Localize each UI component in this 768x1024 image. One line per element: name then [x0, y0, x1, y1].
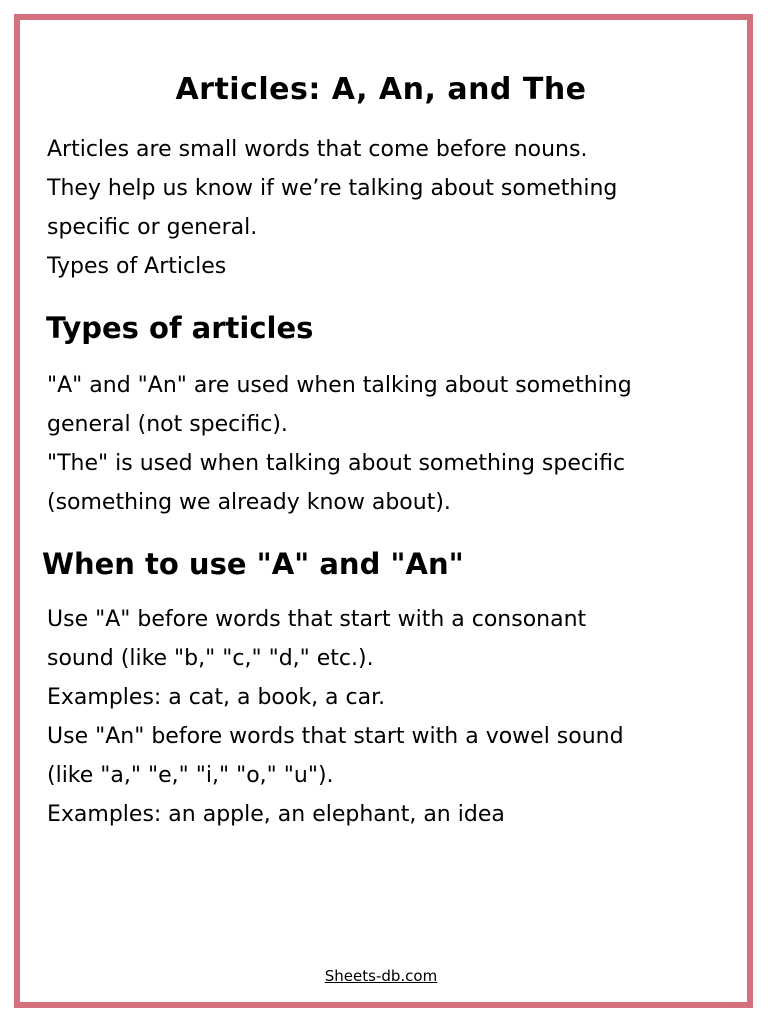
- types-line: general (not specific).: [47, 412, 288, 437]
- section-heading-when-to-use: When to use "A" and "An": [42, 547, 464, 581]
- intro-line: Articles are small words that come before nouns.: [47, 137, 588, 162]
- usage-paragraph: [47, 600, 737, 834]
- usage-line: Examples: an apple, an elephant, an idea: [47, 802, 505, 827]
- usage-line: Examples: a cat, a book, a car.: [47, 685, 386, 710]
- types-line: "A" and "An" are used when talking about something: [47, 373, 632, 398]
- intro-line: Types of Articles: [47, 254, 227, 279]
- section-heading-types: Types of articles: [46, 311, 314, 345]
- footer-site-link[interactable]: Sheets-db.com: [324, 967, 438, 985]
- usage-line: (like "a," "e," "i," "o," "u").: [47, 763, 334, 788]
- types-line: (something we already know about).: [47, 490, 451, 515]
- types-paragraph: [47, 366, 737, 522]
- intro-line: specific or general.: [47, 215, 258, 240]
- intro-line: They help us know if we’re talking about something: [47, 176, 618, 201]
- intro-paragraph: [47, 130, 737, 286]
- types-line: "The" is used when talking about something specific: [47, 451, 626, 476]
- page-title: Articles: A, An, and The: [175, 72, 587, 107]
- usage-line: Use "A" before words that start with a consonant: [47, 607, 587, 632]
- footer: [20, 966, 742, 986]
- page-border-frame: [14, 14, 753, 1008]
- usage-line: sound (like "b," "c," "d," etc.).: [47, 646, 374, 671]
- usage-line: Use "An" before words that start with a vowel sound: [47, 724, 624, 749]
